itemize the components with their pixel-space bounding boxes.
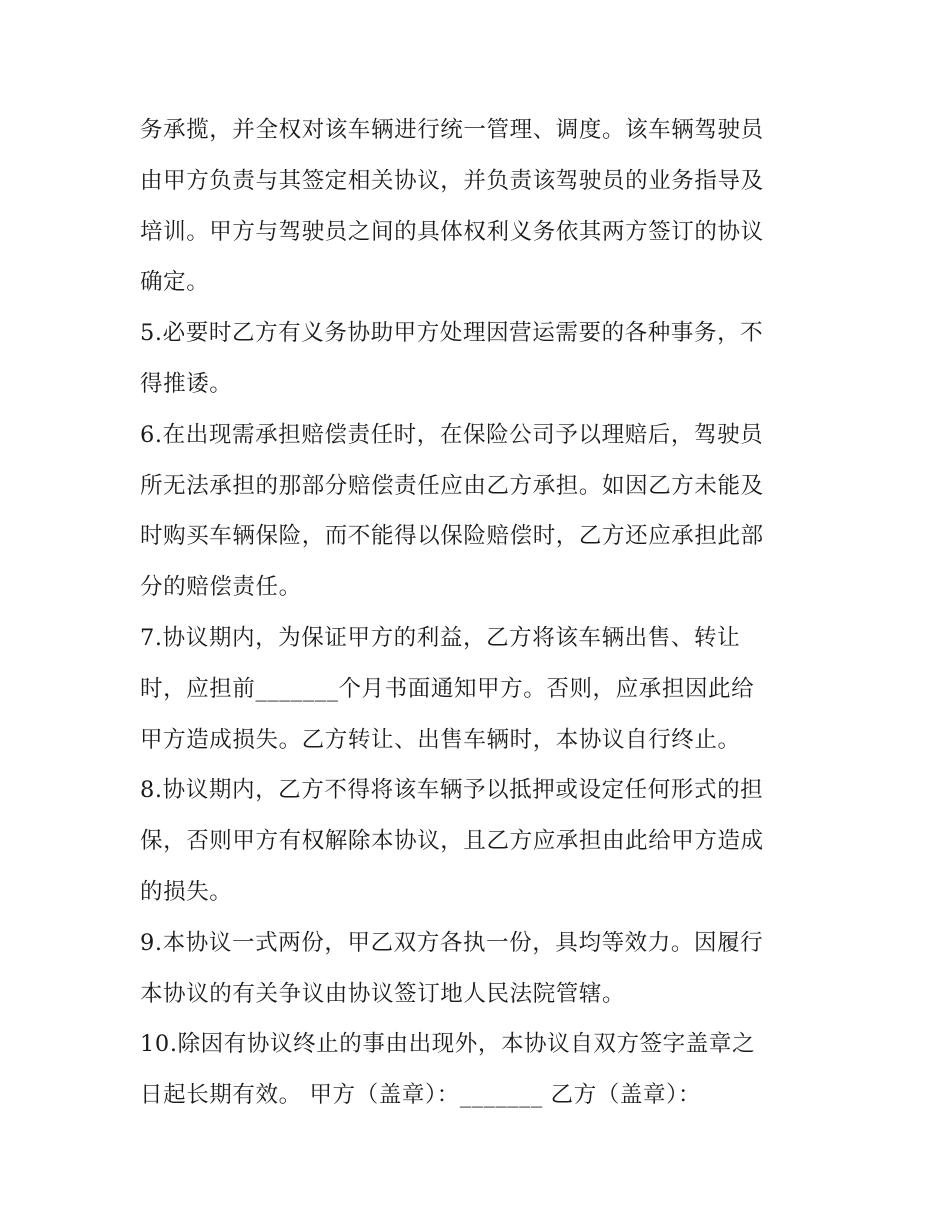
clause-10-line: 10.除因有协议终止的事由出现外，本协议自双方签字盖章之	[140, 1031, 756, 1058]
text-line: 所无法承担的那部分赔偿责任应由乙方承担。如因乙方未能及	[140, 472, 764, 499]
text-line: 本协议的有关争议由协议签订地人民法院管辖。	[140, 980, 626, 1007]
text-line: 由甲方负责与其签定相关协议，并负责该驾驶员的业务指导及	[140, 167, 764, 194]
signature-line: 日起长期有效。 甲方（盖章）：_______ 乙方（盖章）：	[140, 1082, 702, 1109]
text-line: 的损失。	[140, 878, 233, 905]
text-line: 时，应担前_______个月书面通知甲方。否则，应承担因此给	[140, 675, 755, 702]
text-line: 培训。甲方与驾驶员之间的具体权利义务依其两方签订的协议	[140, 218, 764, 245]
text-line: 务承揽，并全权对该车辆进行统一管理、调度。该车辆驾驶员	[140, 117, 764, 143]
clause-7-line: 7.协议期内，为保证甲方的利益，乙方将该车辆出售、转让	[140, 624, 741, 651]
text-line: 确定。	[140, 269, 210, 296]
agreement-text	[140, 105, 820, 1121]
text-line: 时购买车辆保险，而不能得以保险赔偿时，乙方还应承担此部	[140, 523, 764, 550]
clause-8-line: 8.协议期内，乙方不得将该车辆予以抵押或设定任何形式的担	[140, 777, 764, 804]
clause-5-line: 5.必要时乙方有义务协助甲方处理因营运需要的各种事务，不	[140, 320, 764, 347]
clause-9-line: 9.本协议一式两份，甲乙双方各执一份，具均等效力。因履行	[140, 929, 764, 956]
text-line: 保，否则甲方有权解除本协议，且乙方应承担由此给甲方造成	[140, 828, 764, 855]
clause-6-line: 6.在出现需承担赔偿责任时，在保险公司予以理赔后，驾驶员	[140, 421, 764, 448]
text-line: 分的赔偿责任。	[140, 574, 302, 601]
text-line: 甲方造成损失。乙方转让、出售车辆时，本协议自行终止。	[140, 726, 741, 753]
text-line: 得推诿。	[140, 370, 233, 397]
